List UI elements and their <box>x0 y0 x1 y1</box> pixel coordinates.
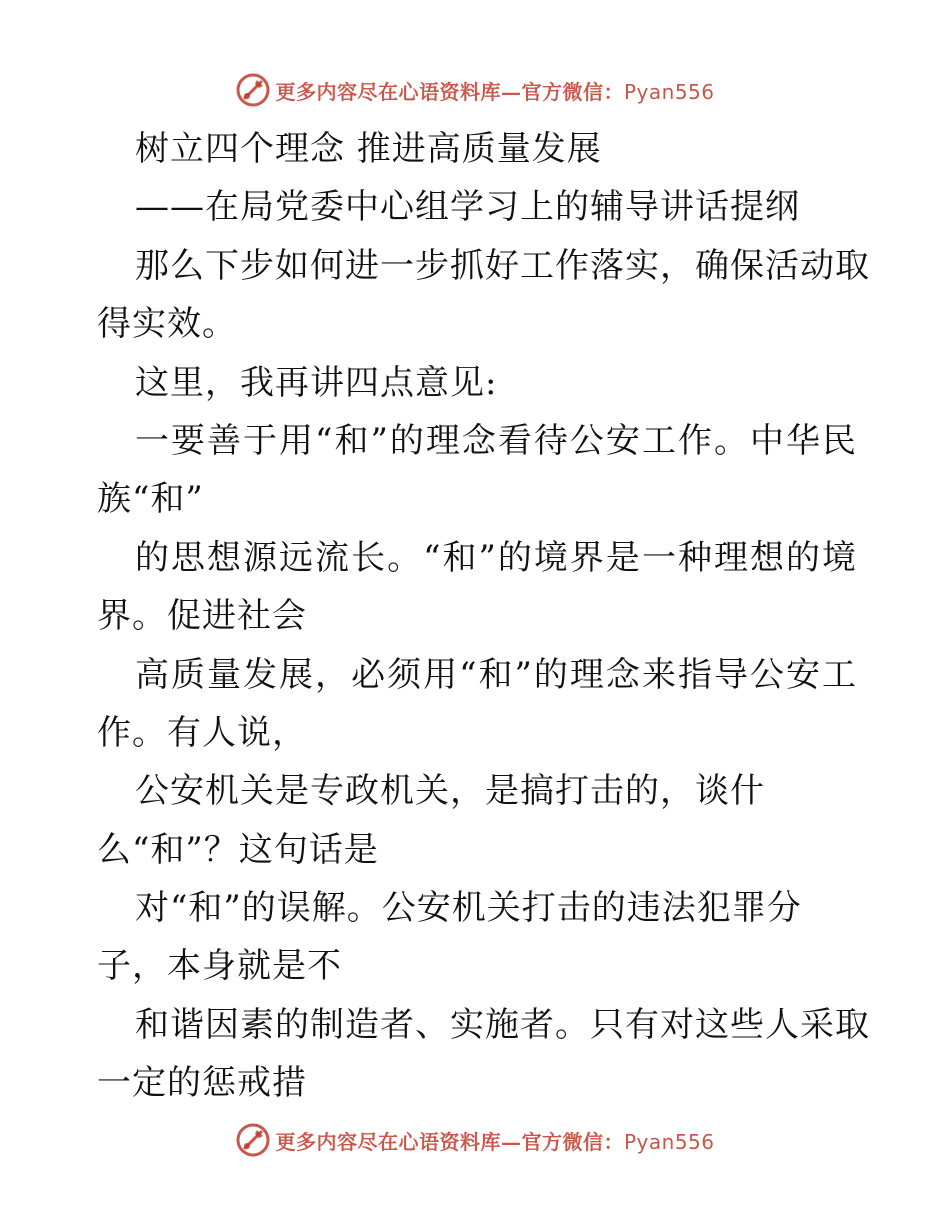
banner-label: 更多内容尽在心语资料库—官方微信： <box>275 79 624 104</box>
header-banner <box>0 70 950 110</box>
text-line: 一定的惩戒措 <box>97 1063 307 1104</box>
footer-banner <box>0 1120 950 1160</box>
banner-label: 更多内容尽在心语资料库—官方微信： <box>275 1129 624 1154</box>
document-body <box>97 120 870 1113</box>
text-line: 这里，我再讲四点意见: <box>135 362 498 403</box>
text-line: 和谐因素的制造者、实施者。只有对这些人采取 <box>135 1004 870 1045</box>
document-title: 树立四个理念 推进高质量发展 <box>135 129 602 169</box>
text-line: 的思想源远流长。“和”的境界是一种理想的境 <box>135 537 857 578</box>
document-subtitle: ——在局党委中心组学习上的辅导讲话提纲 <box>135 187 800 228</box>
text-line: 对“和”的误解。公安机关打击的违法犯罪分 <box>135 888 802 929</box>
text-line: 子，本身就是不 <box>97 946 342 987</box>
text-line: 高质量发展，必须用“和”的理念来指导公安工 <box>135 654 857 695</box>
text-line: 么“和”？这句话是 <box>97 829 379 870</box>
text-line: 一要善于用“和”的理念看待公安工作。中华民 <box>135 420 857 461</box>
text-line: 族“和” <box>97 479 204 520</box>
text-line: 公安机关是专政机关，是搞打击的，谈什 <box>135 771 765 812</box>
text-line: 界。促进社会 <box>97 596 307 637</box>
banner-text <box>275 76 714 105</box>
banner-text <box>275 1126 714 1155</box>
text-line: 作。有人说， <box>97 712 307 753</box>
banner-wechat-id: Pyan556 <box>623 79 715 104</box>
text-line: 得实效。 <box>97 304 237 345</box>
banner-wechat-id: Pyan556 <box>623 1129 715 1154</box>
brush-seal-logo-icon <box>235 72 271 108</box>
text-line: 那么下步如何进一步抓好工作落实，确保活动取 <box>135 245 870 286</box>
brush-seal-logo-icon <box>235 1122 271 1158</box>
